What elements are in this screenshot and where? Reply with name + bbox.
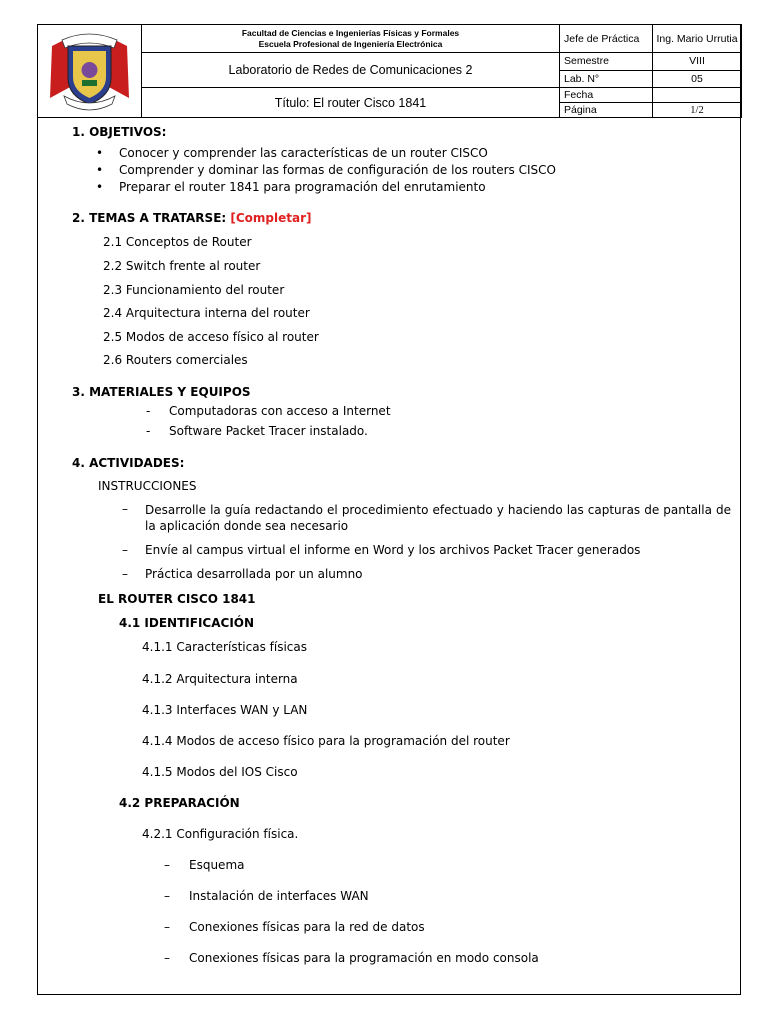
- header-key-lab: Lab. N°: [560, 70, 653, 88]
- instructions-label: INSTRUCCIONES: [98, 479, 197, 493]
- preparacion-list-item: Instalación de interfaces WAN: [189, 889, 369, 903]
- objective-item: Preparar el router 1841 para programación del enrutamiento: [119, 180, 486, 194]
- endash-glyph: –: [122, 502, 128, 516]
- header-value-jefe: Ing. Mario Urrutia: [653, 25, 742, 53]
- doc-title: Título: El router Cisco 1841: [142, 88, 560, 118]
- header-value-pagina: 1/2: [653, 103, 742, 118]
- identificacion-item: 4.1.4 Modos de acceso físico para la programación del router: [142, 734, 510, 748]
- preparacion-list-item: Conexiones físicas para la programación en modo consola: [189, 951, 539, 965]
- identificacion-heading: 4.1 IDENTIFICACIÓN: [119, 616, 255, 630]
- header-value-lab: 05: [653, 70, 742, 88]
- faculty-name: Facultad de Ciencias e Ingenierías Físicas y Formales: [241, 27, 460, 38]
- bullet-glyph: •: [96, 146, 104, 160]
- tema-item: 2.1 Conceptos de Router: [103, 235, 252, 249]
- dash-glyph: -: [146, 404, 151, 418]
- tema-item: 2.4 Arquitectura interna del router: [103, 306, 310, 320]
- header-key-pagina: Página: [560, 103, 653, 118]
- instruction-item: Práctica desarrollada por un alumno: [145, 567, 363, 581]
- bullet-glyph: •: [96, 180, 104, 194]
- endash-glyph: –: [164, 951, 170, 965]
- tema-item: 2.3 Funcionamiento del router: [103, 283, 285, 297]
- identificacion-item: 4.1.3 Interfaces WAN y LAN: [142, 703, 308, 717]
- material-item: Software Packet Tracer instalado.: [169, 424, 368, 438]
- instruction-item: Envíe al campus virtual el informe en Word y los archivos Packet Tracer generados: [145, 543, 641, 557]
- header-key-semestre: Semestre: [560, 53, 653, 71]
- tema-item: 2.6 Routers comerciales: [103, 353, 248, 367]
- dash-glyph: -: [146, 424, 151, 438]
- material-item: Computadoras con acceso a Internet: [169, 404, 391, 418]
- header-key-jefe: Jefe de Práctica: [560, 25, 653, 53]
- section-materiales-title: 3. MATERIALES Y EQUIPOS: [72, 385, 251, 399]
- endash-glyph: –: [164, 858, 170, 872]
- school-name: Escuela Profesional de Ingeniería Electrónica: [258, 38, 443, 49]
- preparacion-list-item: Conexiones físicas para la red de datos: [189, 920, 425, 934]
- endash-glyph: –: [122, 567, 128, 581]
- lab-title: Laboratorio de Redes de Comunicaciones 2: [142, 53, 560, 88]
- endash-glyph: –: [164, 889, 170, 903]
- objective-item: Comprender y dominar las formas de configuración de los routers CISCO: [119, 163, 556, 177]
- identificacion-item: 4.1.5 Modos del IOS Cisco: [142, 765, 298, 779]
- section-temas-title: [72, 211, 312, 226]
- endash-glyph: –: [122, 543, 128, 557]
- section-actividades-title: 4. ACTIVIDADES:: [72, 456, 185, 470]
- header-value-semestre: VIII: [653, 53, 742, 71]
- router-heading: EL ROUTER CISCO 1841: [98, 592, 256, 606]
- objective-item: Conocer y comprender las características de un router CISCO: [119, 146, 488, 160]
- preparacion-item: 4.2.1 Configuración física.: [142, 827, 299, 841]
- identificacion-item: 4.1.2 Arquitectura interna: [142, 672, 298, 686]
- tema-item: 2.2 Switch frente al router: [103, 259, 261, 273]
- completar-highlight: [Completar]: [230, 211, 312, 225]
- preparacion-heading: 4.2 PREPARACIÓN: [119, 796, 240, 810]
- preparacion-list-item: Esquema: [189, 858, 245, 872]
- tema-item: 2.5 Modos de acceso físico al router: [103, 330, 319, 344]
- section-temas-label: 2. TEMAS A TRATARSE:: [72, 211, 231, 225]
- bullet-glyph: •: [96, 163, 104, 177]
- header-key-fecha: Fecha: [560, 88, 653, 103]
- identificacion-item: 4.1.1 Características físicas: [142, 640, 307, 654]
- endash-glyph: –: [164, 920, 170, 934]
- section-objetivos-title: 1. OBJETIVOS:: [72, 125, 167, 139]
- instruction-item: Desarrolle la guía redactando el procedimiento efectuado y haciendo las capturas de pantalla de la aplicación donde sea necesario: [145, 503, 731, 533]
